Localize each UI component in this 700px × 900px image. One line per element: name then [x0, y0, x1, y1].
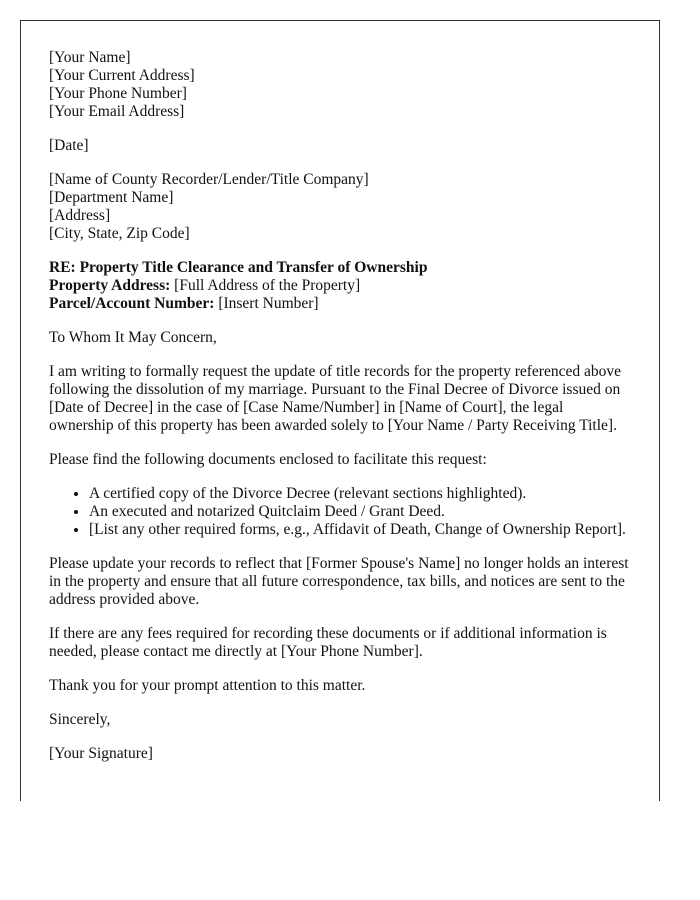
parcel-number-label: Parcel/Account Number: [49, 295, 215, 312]
enclosure-item: • [List any other required forms, e.g., Affidavit of Death, Change of Ownership Report]. [89, 521, 631, 539]
body-paragraph-enclosures-intro: Please find the following documents enclosed to facilitate this request: [49, 451, 487, 468]
recipient-organization: [Name of County Recorder/Lender/Title Company] [49, 171, 369, 188]
recipient-city-state-zip: [City, State, Zip Code] [49, 225, 190, 242]
enclosures-list [49, 485, 631, 539]
signature: [Your Signature] [49, 745, 153, 762]
body-paragraph-thanks: Thank you for your prompt attention to this matter. [49, 677, 366, 694]
subject-block [49, 259, 631, 313]
sender-name: [Your Name] [49, 49, 131, 66]
enclosure-item: • A certified copy of the Divorce Decree (relevant sections highlighted). [89, 485, 631, 503]
body-paragraph-request: I am writing to formally request the update of title records for the property referenced above following the dissolution of my marriage. Pursuant to the Final Decree of Divorce issued on [Date of Decree] in the case of [Case Name/Number] in [Name of Court], the legal ownership of this property has been awarded solely to [Your Name / Party Receiving Title]. [49, 363, 621, 434]
property-address-label: Property Address: [49, 277, 171, 294]
sender-address: [Your Current Address] [49, 67, 195, 84]
sender-phone: [Your Phone Number] [49, 85, 187, 102]
letter-date: [Date] [49, 137, 89, 154]
letter-page [20, 20, 660, 801]
re-line-text: RE: Property Title Clearance and Transfer of Ownership [49, 259, 428, 276]
sender-block [49, 49, 631, 121]
property-address-line [49, 277, 631, 295]
property-address-value: [Full Address of the Property] [170, 277, 361, 294]
closing: Sincerely, [49, 711, 111, 728]
parcel-number-line [49, 295, 631, 313]
body-paragraph-fees: If there are any fees required for recording these documents or if additional information is needed, please contact me directly at [Your Phone Number]. [49, 625, 607, 660]
salutation: To Whom It May Concern, [49, 329, 217, 346]
sender-email: [Your Email Address] [49, 103, 185, 120]
body-paragraph-update-records: Please update your records to reflect that [Former Spouse's Name] no longer holds an interest in the property and ensure that all future correspondence, tax bills, and notices are sent to the address provided above. [49, 555, 629, 608]
re-line [49, 259, 631, 277]
recipient-address: [Address] [49, 207, 111, 224]
enclosure-item: • An executed and notarized Quitclaim Deed / Grant Deed. [89, 503, 631, 521]
recipient-department: [Department Name] [49, 189, 174, 206]
parcel-number-value: [Insert Number] [214, 295, 319, 312]
recipient-block [49, 171, 631, 243]
